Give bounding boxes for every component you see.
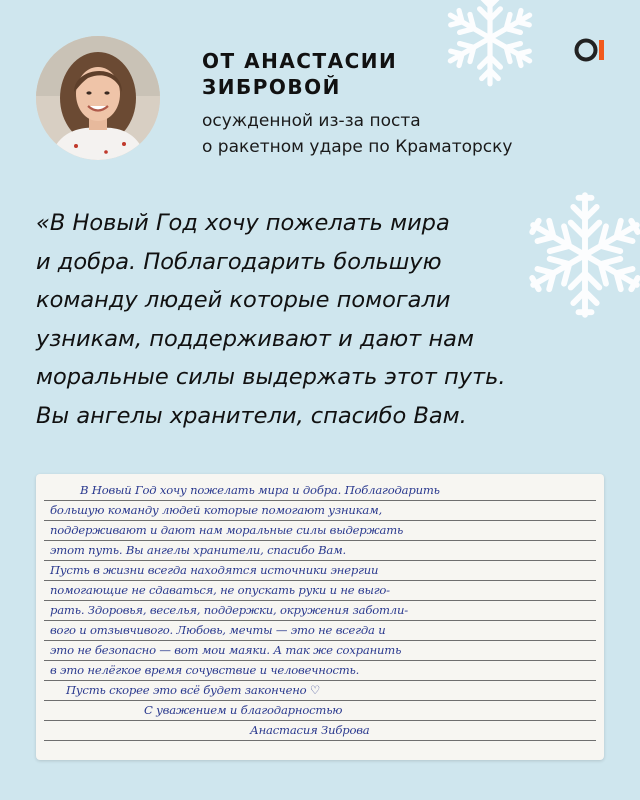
letter-line: вого и отзывчивого. Любовь, мечты — это не всегда и [50,623,386,637]
quote-line: узникам, поддерживают и дают нам [36,325,474,352]
subtitle-line: осужденной из-за поста [202,111,421,131]
brand-logo-icon [574,36,608,64]
quote-line: и добра. Поблагодарить большую [36,248,442,275]
letter-line: С уважением и благодарностью [144,703,343,717]
quote-line: команду людей которые помогали [36,287,451,313]
quote-line: Вы ангелы хранители, спасибо Вам. [36,402,467,429]
letter-line: этот путь. Вы ангелы хранители, спасибо Вам. [50,543,346,557]
letter-line: это не безопасно — вот мои маяки. А так же сохранить [50,643,402,657]
author-name [202,48,502,100]
quote-line: «В Новый Год хочу пожелать мира [36,210,450,236]
author-name-line: ЗИБРОВОЙ [202,75,341,99]
letter-line: большую команду людей которые помогают узникам, [50,503,382,517]
letter-signature: Анастасия Зиброва [250,723,370,737]
subtitle-line: о ракетном ударе по Краматорску [202,137,513,157]
letter-line: поддерживают и дают нам моральные силы выдержать [50,523,404,537]
quote-text [36,204,596,435]
letter-line: рать. Здоровья, веселья, поддержки, окружения заботли- [50,603,408,617]
portrait-image [36,36,160,160]
avatar [36,36,160,160]
letter-line: В Новый Год хочу пожелать мира и добра. Поблагодарить [80,483,440,497]
quote-line: моральные силы выдержать этот путь. [36,364,506,390]
handwritten-letter [36,474,604,760]
letter-line: Пусть скорее это всё будет закончено ♡ [66,683,321,697]
letter-line: в это нелёгкое время сочувствие и человечность. [50,663,360,677]
letter-line: Пусть в жизни всегда находятся источники энергии [50,563,379,577]
author-name-line: ОТ АНАСТАСИИ [202,49,398,73]
author-subtitle [202,108,602,160]
letter-line: помогающие не сдаваться, не опускать руки и не выго- [50,583,390,597]
